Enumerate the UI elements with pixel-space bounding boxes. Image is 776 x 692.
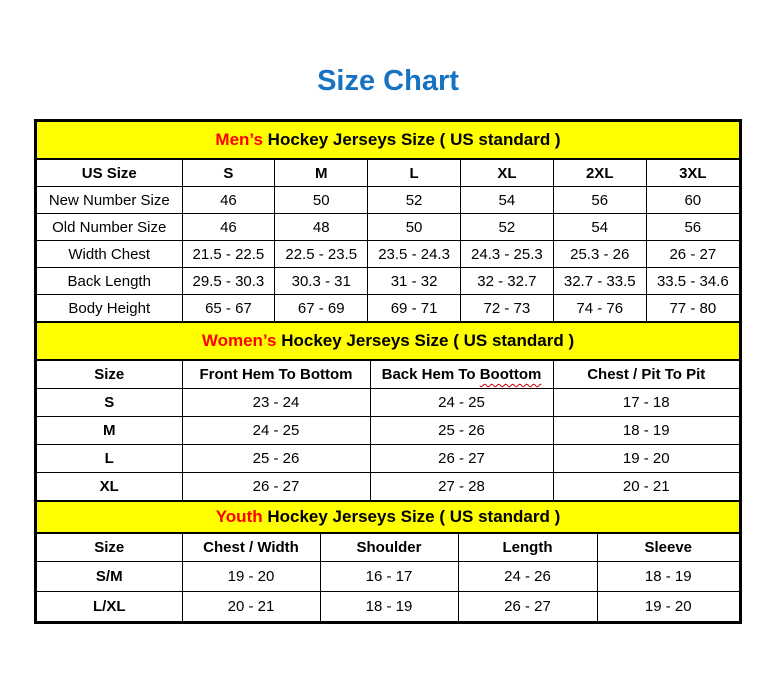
column-header: Chest / Pit To Pit: [553, 361, 739, 389]
size-value-cell: 18 - 19: [320, 592, 458, 622]
table-row: [37, 241, 739, 268]
size-value-cell: 69 - 71: [368, 295, 461, 322]
size-value-cell: 24 - 25: [182, 417, 370, 445]
column-header: Front Hem To Bottom: [182, 361, 370, 389]
size-value-cell: 24.3 - 25.3: [460, 241, 553, 268]
table-row: [37, 562, 739, 592]
table-row: [37, 592, 739, 622]
table-header-row: [37, 534, 739, 562]
table-row: [37, 445, 739, 473]
size-value-cell: 21.5 - 22.5: [182, 241, 275, 268]
size-value-cell: 48: [275, 214, 368, 241]
size-value-cell: 46: [182, 187, 275, 214]
size-value-cell: 77 - 80: [646, 295, 739, 322]
size-value-cell: 18 - 19: [553, 417, 739, 445]
size-value-cell: 50: [275, 187, 368, 214]
table-row: [37, 389, 739, 417]
row-label: Back Length: [37, 268, 182, 295]
size-value-cell: 27 - 28: [370, 473, 553, 501]
row-label: New Number Size: [37, 187, 182, 214]
size-value-cell: 25 - 26: [370, 417, 553, 445]
column-header: M: [275, 160, 368, 187]
banner-text: Hockey Jerseys Size ( US standard ): [262, 507, 561, 526]
row-label: L: [37, 445, 182, 473]
table-header-row: [37, 361, 739, 389]
size-value-cell: 19 - 20: [553, 445, 739, 473]
table-row: [37, 214, 739, 241]
column-header: 3XL: [646, 160, 739, 187]
size-value-cell: 33.5 - 34.6: [646, 268, 739, 295]
size-value-cell: 67 - 69: [275, 295, 368, 322]
size-value-cell: 32 - 32.7: [460, 268, 553, 295]
size-value-cell: 60: [646, 187, 739, 214]
size-value-cell: 20 - 21: [553, 473, 739, 501]
size-value-cell: 52: [368, 187, 461, 214]
youth-size-table: [37, 534, 739, 621]
page-title: Size Chart: [317, 65, 459, 97]
column-header: Length: [458, 534, 597, 562]
column-header: Shoulder: [320, 534, 458, 562]
womens-size-table: [37, 361, 739, 500]
table-row: [37, 187, 739, 214]
size-value-cell: 25.3 - 26: [553, 241, 646, 268]
column-header: S: [182, 160, 275, 187]
size-value-cell: 72 - 73: [460, 295, 553, 322]
column-header: [370, 361, 553, 389]
mens-section-banner: [37, 122, 739, 160]
row-label: L/XL: [37, 592, 182, 622]
size-value-cell: 31 - 32: [368, 268, 461, 295]
youth-section-banner: [37, 500, 739, 534]
size-value-cell: 74 - 76: [553, 295, 646, 322]
column-header: Size: [37, 361, 182, 389]
row-label: Width Chest: [37, 241, 182, 268]
size-value-cell: 19 - 20: [182, 562, 320, 592]
table-row: [37, 295, 739, 322]
size-value-cell: 65 - 67: [182, 295, 275, 322]
size-value-cell: 19 - 20: [597, 592, 739, 622]
size-value-cell: 23.5 - 24.3: [368, 241, 461, 268]
size-value-cell: 54: [553, 214, 646, 241]
column-header-text: Back Hem To: [381, 366, 480, 383]
size-value-cell: 29.5 - 30.3: [182, 268, 275, 295]
row-label: M: [37, 417, 182, 445]
banner-highlight: Youth: [215, 507, 263, 526]
size-value-cell: 56: [553, 187, 646, 214]
size-value-cell: 54: [460, 187, 553, 214]
misspelled-word: Boottom: [479, 366, 542, 383]
column-header: XL: [460, 160, 553, 187]
column-header: Sleeve: [597, 534, 739, 562]
banner-text: Hockey Jerseys Size ( US standard ): [262, 130, 561, 149]
size-value-cell: 56: [646, 214, 739, 241]
table-row: [37, 417, 739, 445]
size-value-cell: 26 - 27: [646, 241, 739, 268]
table-row: [37, 473, 739, 501]
column-header: Chest / Width: [182, 534, 320, 562]
banner-text: Hockey Jerseys Size ( US standard ): [276, 331, 575, 350]
row-label: XL: [37, 473, 182, 501]
size-chart-table-group: [34, 119, 742, 624]
column-header: Size: [37, 534, 182, 562]
size-value-cell: 26 - 27: [182, 473, 370, 501]
size-value-cell: 26 - 27: [370, 445, 553, 473]
mens-size-table: [37, 160, 739, 321]
size-value-cell: 26 - 27: [458, 592, 597, 622]
size-value-cell: 16 - 17: [320, 562, 458, 592]
column-header: L: [368, 160, 461, 187]
size-value-cell: 23 - 24: [182, 389, 370, 417]
column-header: 2XL: [553, 160, 646, 187]
size-value-cell: 50: [368, 214, 461, 241]
size-value-cell: 17 - 18: [553, 389, 739, 417]
size-value-cell: 52: [460, 214, 553, 241]
banner-highlight: Women’s: [201, 331, 277, 350]
size-value-cell: 46: [182, 214, 275, 241]
size-value-cell: 22.5 - 23.5: [275, 241, 368, 268]
table-row: [37, 268, 739, 295]
size-value-cell: 18 - 19: [597, 562, 739, 592]
banner-highlight: Men’s: [215, 130, 263, 149]
row-label: S: [37, 389, 182, 417]
size-value-cell: 20 - 21: [182, 592, 320, 622]
womens-section-banner: [37, 321, 739, 361]
size-value-cell: 32.7 - 33.5: [553, 268, 646, 295]
size-value-cell: 24 - 25: [370, 389, 553, 417]
column-header: US Size: [37, 160, 182, 187]
row-label: S/M: [37, 562, 182, 592]
row-label: Old Number Size: [37, 214, 182, 241]
size-value-cell: 24 - 26: [458, 562, 597, 592]
size-value-cell: 30.3 - 31: [275, 268, 368, 295]
table-header-row: [37, 160, 739, 187]
size-value-cell: 25 - 26: [182, 445, 370, 473]
row-label: Body Height: [37, 295, 182, 322]
